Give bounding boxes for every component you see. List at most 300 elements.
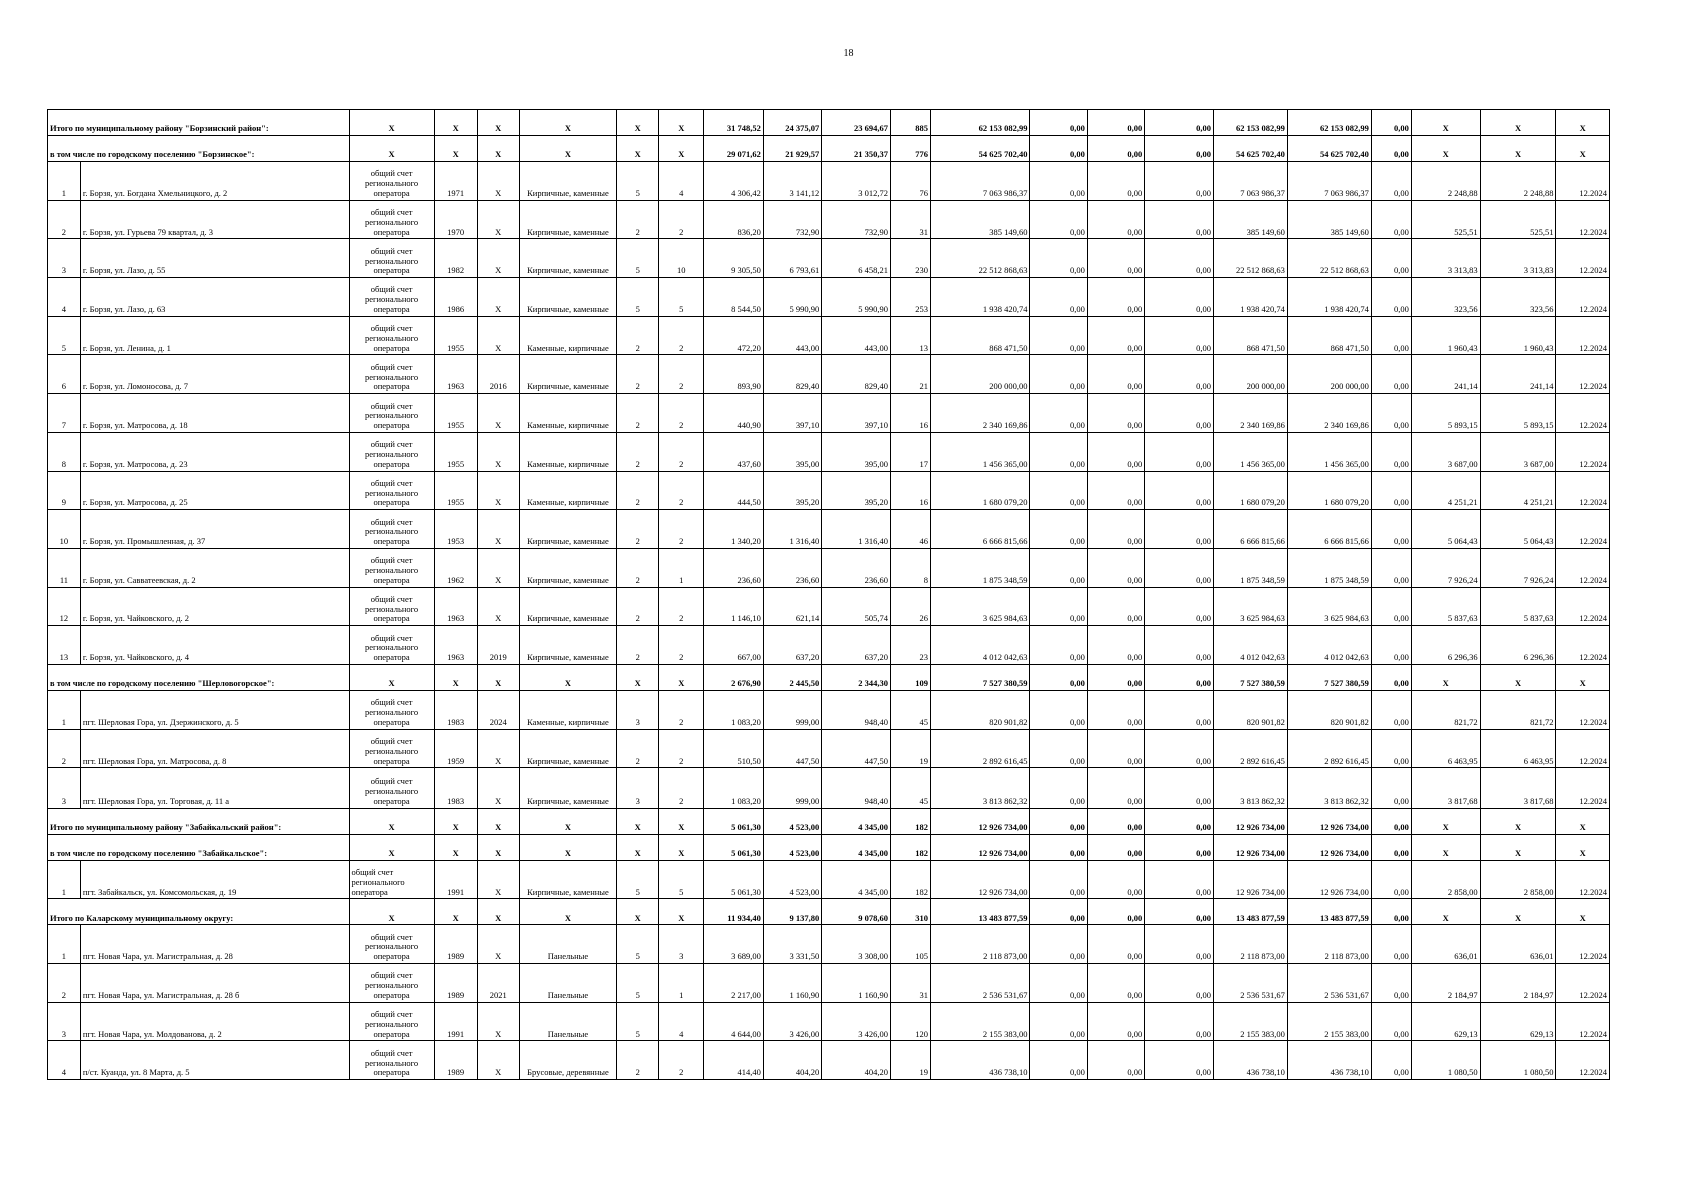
col-8-cell: 1 [659,548,704,587]
col-5-cell: X [477,136,519,162]
col-16-cell: 0,00 [1145,548,1214,587]
col-15-cell: 0,00 [1087,587,1144,626]
col-19-cell: 0,00 [1371,355,1411,394]
col-16-cell: 0,00 [1145,432,1214,471]
row-number-cell: 5 [48,316,81,355]
col-22-cell: 12.2024 [1556,471,1610,510]
table-row [48,471,1610,510]
col-8-cell: X [659,110,704,136]
col-3-cell: общий счет регионального оператора [349,471,434,510]
address-cell: г. Борзя, ул. Ленина, д. 1 [80,316,349,355]
col-20-cell: X [1411,834,1480,860]
col-22-cell: 12.2024 [1556,768,1610,808]
col-22-cell: X [1556,136,1610,162]
col-4-cell: 1983 [434,768,477,808]
col-12-cell: 109 [890,664,930,690]
col-4-cell: X [434,808,477,834]
subtotal-row [48,808,1610,834]
col-14-cell: 0,00 [1030,1002,1087,1041]
address-cell: г. Борзя, ул. Чайковского, д. 4 [80,626,349,665]
col-9-cell: 3 689,00 [704,925,763,964]
col-8-cell: 4 [659,162,704,201]
col-14-cell: 0,00 [1030,626,1087,665]
col-8-cell: 2 [659,768,704,808]
col-16-cell: 0,00 [1145,1002,1214,1041]
col-11-cell: 3 012,72 [822,162,891,201]
row-number-cell: 7 [48,394,81,433]
col-16-cell: 0,00 [1145,626,1214,665]
col-13-cell: 1 938 420,74 [930,278,1029,317]
col-8-cell: 1 [659,963,704,1002]
col-18-cell: 2 118 873,00 [1287,925,1371,964]
col-15-cell: 0,00 [1087,110,1144,136]
col-3-cell: X [349,110,434,136]
col-9-cell: 1 340,20 [704,510,763,549]
col-4-cell: 1955 [434,471,477,510]
col-6-cell: Панельные [519,1002,616,1041]
col-9-cell: 5 061,30 [704,808,763,834]
col-22-cell: X [1556,808,1610,834]
col-13-cell: 7 063 986,37 [930,162,1029,201]
table-row [48,925,1610,964]
col-13-cell: 2 892 616,45 [930,729,1029,768]
col-22-cell: 12.2024 [1556,860,1610,899]
col-9-cell: 1 146,10 [704,587,763,626]
col-19-cell: 0,00 [1371,432,1411,471]
col-3-cell: общий счет регионального оператора [349,1041,434,1080]
col-5-cell: X [477,394,519,433]
row-number-cell: 2 [48,200,81,239]
col-13-cell: 7 527 380,59 [930,664,1029,690]
col-20-cell: 1 080,50 [1411,1041,1480,1080]
col-14-cell: 0,00 [1030,510,1087,549]
col-12-cell: 120 [890,1002,930,1041]
col-22-cell: 12.2024 [1556,626,1610,665]
col-12-cell: 776 [890,136,930,162]
col-21-cell: 4 251,21 [1480,471,1556,510]
row-number-cell: 2 [48,963,81,1002]
address-cell: пгт. Шерловая Гора, ул. Матросова, д. 8 [80,729,349,768]
col-21-cell: 3 687,00 [1480,432,1556,471]
col-21-cell: 6 463,95 [1480,729,1556,768]
col-7-cell: X [617,899,659,925]
col-12-cell: 19 [890,1041,930,1080]
col-4-cell: 1971 [434,162,477,201]
col-4-cell: 1963 [434,626,477,665]
row-number-cell: 2 [48,729,81,768]
col-8-cell: X [659,834,704,860]
col-22-cell: X [1556,110,1610,136]
col-21-cell: X [1480,808,1556,834]
col-15-cell: 0,00 [1087,432,1144,471]
col-15-cell: 0,00 [1087,626,1144,665]
col-8-cell: 2 [659,1041,704,1080]
row-number-cell: 3 [48,1002,81,1041]
col-8-cell: 2 [659,432,704,471]
col-4-cell: 1955 [434,432,477,471]
col-3-cell: общий счет регионального оператора [349,278,434,317]
col-17-cell: 2 155 383,00 [1213,1002,1287,1041]
col-22-cell: 12.2024 [1556,587,1610,626]
col-13-cell: 54 625 702,40 [930,136,1029,162]
col-9-cell: 9 305,50 [704,239,763,278]
table-row [48,510,1610,549]
col-5-cell: X [477,110,519,136]
subtotal-row [48,664,1610,690]
col-3-cell: X [349,808,434,834]
col-7-cell: 5 [617,860,659,899]
col-14-cell: 0,00 [1030,394,1087,433]
col-13-cell: 436 738,10 [930,1041,1029,1080]
col-3-cell: общий счет регионального оператора [349,162,434,201]
col-15-cell: 0,00 [1087,808,1144,834]
col-3-cell: общий счет регионального оператора [349,690,434,729]
col-15-cell: 0,00 [1087,316,1144,355]
subtotal-row [48,136,1610,162]
table-row [48,200,1610,239]
col-6-cell: Панельные [519,963,616,1002]
col-5-cell: X [477,1002,519,1041]
col-9-cell: 437,60 [704,432,763,471]
col-4-cell: X [434,664,477,690]
col-13-cell: 2 536 531,67 [930,963,1029,1002]
col-5-cell: X [477,316,519,355]
row-number-cell: 6 [48,355,81,394]
col-16-cell: 0,00 [1145,925,1214,964]
col-9-cell: 893,90 [704,355,763,394]
col-19-cell: 0,00 [1371,963,1411,1002]
col-8-cell: 2 [659,394,704,433]
col-4-cell: 1991 [434,1002,477,1041]
col-13-cell: 868 471,50 [930,316,1029,355]
col-19-cell: 0,00 [1371,316,1411,355]
col-21-cell: 629,13 [1480,1002,1556,1041]
col-16-cell: 0,00 [1145,1041,1214,1080]
col-17-cell: 12 926 734,00 [1213,808,1287,834]
col-15-cell: 0,00 [1087,200,1144,239]
col-12-cell: 253 [890,278,930,317]
col-16-cell: 0,00 [1145,510,1214,549]
col-12-cell: 182 [890,834,930,860]
col-10-cell: 21 929,57 [763,136,821,162]
col-6-cell: Каменные, кирпичные [519,432,616,471]
col-11-cell: 1 316,40 [822,510,891,549]
col-7-cell: 2 [617,729,659,768]
col-21-cell: 6 296,36 [1480,626,1556,665]
col-17-cell: 1 938 420,74 [1213,278,1287,317]
col-4-cell: 1959 [434,729,477,768]
col-19-cell: 0,00 [1371,136,1411,162]
col-15-cell: 0,00 [1087,925,1144,964]
col-9-cell: 31 748,52 [704,110,763,136]
col-14-cell: 0,00 [1030,548,1087,587]
subtotal-label: в том числе по городскому поселению "Забайкальское": [48,834,350,860]
col-17-cell: 2 118 873,00 [1213,925,1287,964]
col-20-cell: 3 687,00 [1411,432,1480,471]
col-11-cell: 505,74 [822,587,891,626]
col-13-cell: 13 483 877,59 [930,899,1029,925]
col-10-cell: 621,14 [763,587,821,626]
col-17-cell: 200 000,00 [1213,355,1287,394]
col-4-cell: 1989 [434,1041,477,1080]
col-11-cell: 443,00 [822,316,891,355]
col-13-cell: 2 118 873,00 [930,925,1029,964]
col-8-cell: 10 [659,239,704,278]
col-8-cell: 2 [659,690,704,729]
col-20-cell: 241,14 [1411,355,1480,394]
col-5-cell: X [477,729,519,768]
col-15-cell: 0,00 [1087,1041,1144,1080]
col-17-cell: 3 625 984,63 [1213,587,1287,626]
col-10-cell: 1 160,90 [763,963,821,1002]
col-7-cell: 2 [617,626,659,665]
col-20-cell: 525,51 [1411,200,1480,239]
col-19-cell: 0,00 [1371,471,1411,510]
table-row [48,768,1610,808]
col-19-cell: 0,00 [1371,110,1411,136]
col-13-cell: 1 875 348,59 [930,548,1029,587]
col-6-cell: Брусовые, деревянные [519,1041,616,1080]
col-22-cell: 12.2024 [1556,278,1610,317]
col-7-cell: 5 [617,1002,659,1041]
col-18-cell: 12 926 734,00 [1287,860,1371,899]
col-9-cell: 2 676,90 [704,664,763,690]
col-18-cell: 2 536 531,67 [1287,963,1371,1002]
col-10-cell: 829,40 [763,355,821,394]
col-19-cell: 0,00 [1371,510,1411,549]
col-14-cell: 0,00 [1030,729,1087,768]
col-22-cell: 12.2024 [1556,1002,1610,1041]
col-16-cell: 0,00 [1145,808,1214,834]
col-5-cell: X [477,548,519,587]
address-cell: г. Борзя, ул. Матросова, д. 25 [80,471,349,510]
col-21-cell: 5 837,63 [1480,587,1556,626]
col-10-cell: 9 137,80 [763,899,821,925]
col-10-cell: 5 990,90 [763,278,821,317]
col-3-cell: общий счет регионального оператора [349,860,434,899]
col-4-cell: 1989 [434,925,477,964]
col-16-cell: 0,00 [1145,200,1214,239]
table-row [48,860,1610,899]
col-20-cell: 5 064,43 [1411,510,1480,549]
col-19-cell: 0,00 [1371,1041,1411,1080]
table-row [48,729,1610,768]
col-5-cell: X [477,239,519,278]
col-15-cell: 0,00 [1087,278,1144,317]
col-18-cell: 1 875 348,59 [1287,548,1371,587]
col-4-cell: 1982 [434,239,477,278]
row-number-cell: 12 [48,587,81,626]
col-20-cell: 2 858,00 [1411,860,1480,899]
col-18-cell: 3 625 984,63 [1287,587,1371,626]
col-21-cell: 7 926,24 [1480,548,1556,587]
col-10-cell: 3 141,12 [763,162,821,201]
col-20-cell: 2 184,97 [1411,963,1480,1002]
col-19-cell: 0,00 [1371,899,1411,925]
col-3-cell: X [349,664,434,690]
col-14-cell: 0,00 [1030,239,1087,278]
col-10-cell: 395,00 [763,432,821,471]
col-20-cell: 629,13 [1411,1002,1480,1041]
col-19-cell: 0,00 [1371,626,1411,665]
col-4-cell: X [434,110,477,136]
col-9-cell: 444,50 [704,471,763,510]
col-3-cell: X [349,834,434,860]
col-17-cell: 62 153 082,99 [1213,110,1287,136]
col-5-cell: X [477,808,519,834]
col-6-cell: X [519,834,616,860]
col-5-cell: X [477,471,519,510]
col-9-cell: 4 306,42 [704,162,763,201]
col-6-cell: X [519,808,616,834]
col-22-cell: 12.2024 [1556,355,1610,394]
col-14-cell: 0,00 [1030,110,1087,136]
col-7-cell: X [617,808,659,834]
col-7-cell: X [617,834,659,860]
col-12-cell: 230 [890,239,930,278]
col-11-cell: 1 160,90 [822,963,891,1002]
table-row [48,394,1610,433]
col-21-cell: 1 960,43 [1480,316,1556,355]
row-number-cell: 1 [48,162,81,201]
col-15-cell: 0,00 [1087,729,1144,768]
col-7-cell: 2 [617,394,659,433]
col-5-cell: X [477,664,519,690]
col-10-cell: 397,10 [763,394,821,433]
col-9-cell: 440,90 [704,394,763,433]
col-4-cell: 1953 [434,510,477,549]
col-10-cell: 4 523,00 [763,860,821,899]
address-cell: г. Борзя, ул. Лазо, д. 63 [80,278,349,317]
col-13-cell: 12 926 734,00 [930,860,1029,899]
col-6-cell: Каменные, кирпичные [519,394,616,433]
col-6-cell: Каменные, кирпичные [519,471,616,510]
col-7-cell: 5 [617,963,659,1002]
col-10-cell: 732,90 [763,200,821,239]
col-19-cell: 0,00 [1371,1002,1411,1041]
col-12-cell: 17 [890,432,930,471]
col-13-cell: 385 149,60 [930,200,1029,239]
col-12-cell: 13 [890,316,930,355]
col-20-cell: 3 817,68 [1411,768,1480,808]
col-5-cell: X [477,860,519,899]
col-9-cell: 414,40 [704,1041,763,1080]
col-19-cell: 0,00 [1371,690,1411,729]
col-17-cell: 12 926 734,00 [1213,834,1287,860]
col-5-cell: X [477,768,519,808]
col-15-cell: 0,00 [1087,664,1144,690]
col-20-cell: 636,01 [1411,925,1480,964]
col-22-cell: 12.2024 [1556,432,1610,471]
col-13-cell: 4 012 042,63 [930,626,1029,665]
col-6-cell: Кирпичные, каменные [519,355,616,394]
col-17-cell: 4 012 042,63 [1213,626,1287,665]
col-11-cell: 4 345,00 [822,834,891,860]
col-14-cell: 0,00 [1030,963,1087,1002]
subtotal-label: в том числе по городскому поселению "Шерловогорское": [48,664,350,690]
col-3-cell: общий счет регионального оператора [349,768,434,808]
col-10-cell: 3 331,50 [763,925,821,964]
col-12-cell: 21 [890,355,930,394]
col-17-cell: 385 149,60 [1213,200,1287,239]
col-13-cell: 3 813 862,32 [930,768,1029,808]
col-20-cell: 6 296,36 [1411,626,1480,665]
col-19-cell: 0,00 [1371,548,1411,587]
col-14-cell: 0,00 [1030,471,1087,510]
col-16-cell: 0,00 [1145,768,1214,808]
col-21-cell: 5 893,15 [1480,394,1556,433]
col-11-cell: 9 078,60 [822,899,891,925]
col-21-cell: 525,51 [1480,200,1556,239]
address-cell: г. Борзя, ул. Чайковского, д. 2 [80,587,349,626]
col-14-cell: 0,00 [1030,587,1087,626]
col-17-cell: 6 666 815,66 [1213,510,1287,549]
col-19-cell: 0,00 [1371,162,1411,201]
col-14-cell: 0,00 [1030,834,1087,860]
col-14-cell: 0,00 [1030,899,1087,925]
col-13-cell: 62 153 082,99 [930,110,1029,136]
col-16-cell: 0,00 [1145,136,1214,162]
col-6-cell: Кирпичные, каменные [519,510,616,549]
col-9-cell: 8 544,50 [704,278,763,317]
row-number-cell: 1 [48,925,81,964]
col-16-cell: 0,00 [1145,963,1214,1002]
address-cell: п/ст. Куанда, ул. 8 Марта, д. 5 [80,1041,349,1080]
col-18-cell: 436 738,10 [1287,1041,1371,1080]
col-8-cell: 3 [659,925,704,964]
col-19-cell: 0,00 [1371,860,1411,899]
col-3-cell: общий счет регионального оператора [349,587,434,626]
col-17-cell: 3 813 862,32 [1213,768,1287,808]
col-7-cell: 2 [617,200,659,239]
col-22-cell: 12.2024 [1556,1041,1610,1080]
col-6-cell: Кирпичные, каменные [519,239,616,278]
col-17-cell: 2 536 531,67 [1213,963,1287,1002]
col-13-cell: 12 926 734,00 [930,808,1029,834]
page-number: 18 [843,48,854,59]
table-row [48,690,1610,729]
col-17-cell: 2 892 616,45 [1213,729,1287,768]
col-5-cell: X [477,432,519,471]
col-18-cell: 1 938 420,74 [1287,278,1371,317]
col-12-cell: 16 [890,394,930,433]
col-21-cell: 2 184,97 [1480,963,1556,1002]
col-12-cell: 23 [890,626,930,665]
col-13-cell: 12 926 734,00 [930,834,1029,860]
table-row [48,1002,1610,1041]
col-11-cell: 637,20 [822,626,891,665]
col-5-cell: 2019 [477,626,519,665]
col-17-cell: 22 512 868,63 [1213,239,1287,278]
col-18-cell: 2 155 383,00 [1287,1002,1371,1041]
col-19-cell: 0,00 [1371,587,1411,626]
capital-repair-table [47,109,1610,1080]
col-9-cell: 4 644,00 [704,1002,763,1041]
table-row [48,548,1610,587]
col-19-cell: 0,00 [1371,768,1411,808]
subtotal-row [48,834,1610,860]
row-number-cell: 9 [48,471,81,510]
col-20-cell: X [1411,899,1480,925]
col-22-cell: 12.2024 [1556,510,1610,549]
col-3-cell: общий счет регионального оператора [349,394,434,433]
col-20-cell: 3 313,83 [1411,239,1480,278]
col-16-cell: 0,00 [1145,587,1214,626]
col-7-cell: 5 [617,278,659,317]
row-number-cell: 4 [48,278,81,317]
col-17-cell: 2 340 169,86 [1213,394,1287,433]
address-cell: г. Борзя, ул. Богдана Хмельницкого, д. 2 [80,162,349,201]
